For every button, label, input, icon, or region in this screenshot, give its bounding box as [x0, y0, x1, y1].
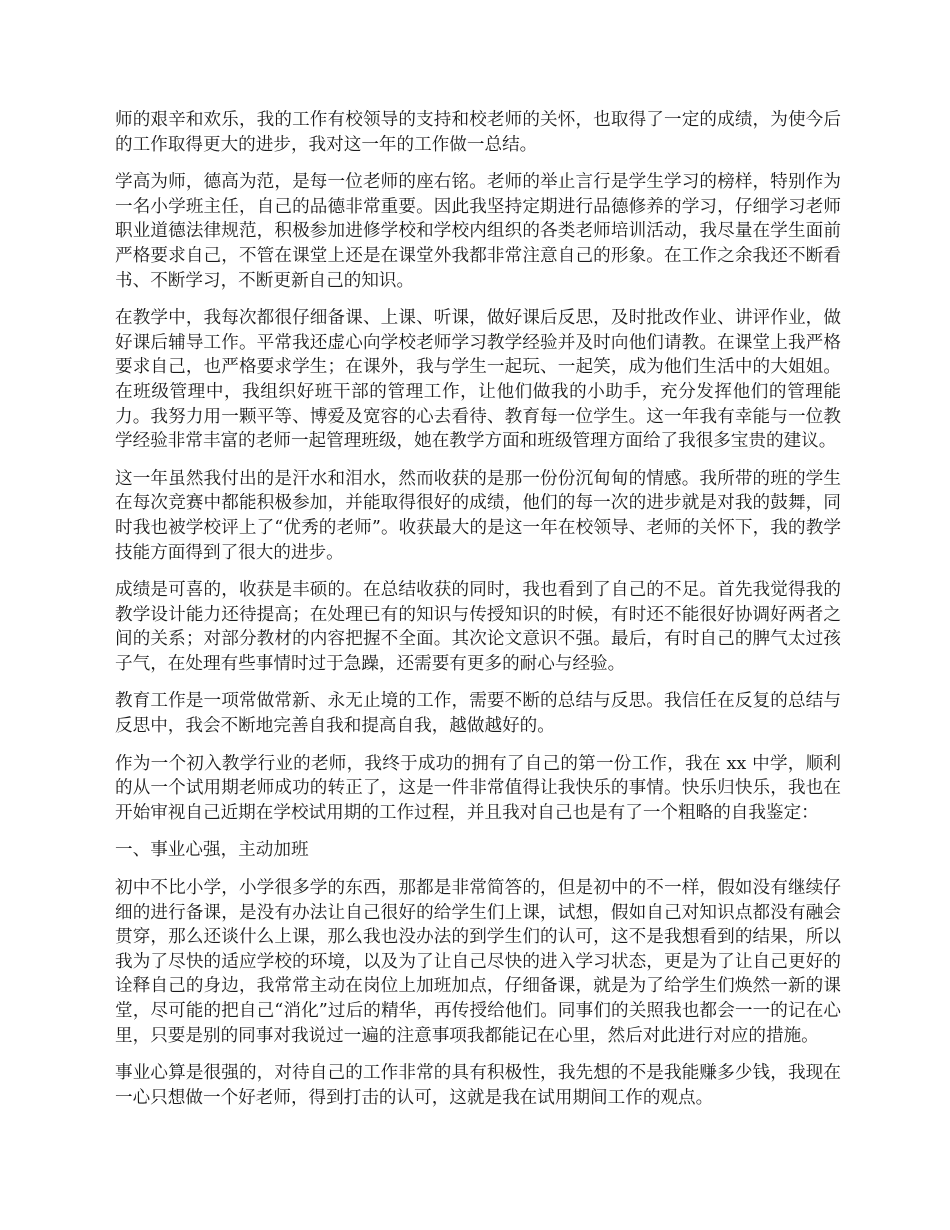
paragraph-1: 师的艰辛和欢乐，我的工作有校领导的支持和校老师的关怀，也取得了一定的成绩，为使今后的工作取得更大的进步，我对这一年的工作做一总结。 — [115, 110, 841, 155]
paragraph-2: 学高为师，德高为范，是每一位老师的座右铭。老师的举止言行是学生学习的榜样，特别作为一名小学班主任，自己的品德非常重要。因此我坚持定期进行品德修养的学习，仔细学习老师职业道德法律规范，积极参加进修学校和学校内组织的各类老师培训活动，我尽量在学生面前严格要求自己，不管在课堂上还是在课堂外我都非常注意自己的形象。在工作之余我还不断看书、不断学习，不断更新自己的知识。 — [115, 172, 841, 291]
section-heading: 一、事业心强，主动加班 — [115, 840, 309, 861]
paragraph-3: 在教学中，我每次都很仔细备课、上课、听课，做好课后反思，及时批改作业、讲评作业，做好课后辅导工作。平常我还虚心向学校老师学习教学经验并及时向他们请教。在课堂上我严格要求自己，也严格要求学生；在课外，我与学生一起玩、一起笑，成为他们生活中的大姐姐。在班级管理中，我组织好班干部的管理工作，让他们做我的小助手，充分发挥他们的管理能力。我努力用一颗平等、博爱及宽容的心去看待、教育每一位学生。这一年我有幸能与一位教学经验非常丰富的老师一起管理班级，她在教学方面和班级管理方面给了我很多宝贵的建议。 — [115, 308, 841, 452]
document-body — [115, 108, 841, 1123]
paragraph-8: 初中不比小学，小学很多学的东西，那都是非常简答的，但是初中的不一样，假如没有继续仔细的进行备课，是没有办法让自己很好的给学生们上课，试想，假如自己对知识点都没有融会贯穿，那么还谈什么上课，那么我也没办法的到学生们的认可，这不是我想看到的结果，所以我为了尽快的适应学校的环境，以及为了让自己尽快的进入学习状态，更是为了让自己更好的诠释自己的身边，我常常主动在岗位上加班加点，仔细备课，就是为了给学生们焕然一新的课堂，尽可能的把自己“消化”过后的精华，再传授给他们。同事们的关照我也都会一一的记在心里，只要是别的同事对我说过一遍的注意事项我都能记在心里，然后对此进行对应的措施。 — [115, 878, 841, 1046]
paragraph-4: 这一年虽然我付出的是汗水和泪水，然而收获的是那一份份沉甸甸的情感。我所带的班的学生在每次竞赛中都能积极参加，并能取得很好的成绩，他们的每一次的进步就是对我的鼓舞，同时我也被学校评上了“优秀的老师”。收获最大的是这一年在校领导、老师的关怀下，我的教学技能方面得到了很大的进步。 — [115, 468, 841, 563]
paragraph-6: 教育工作是一项常做常新、永无止境的工作，需要不断的总结与反思。我信任在反复的总结与反思中，我会不断地完善自我和提高自我，越做越好的。 — [115, 691, 841, 737]
paragraph-7: 作为一个初入教学行业的老师，我终于成功的拥有了自己的第一份工作，我在 xx 中学，顺利的从一个试用期老师成功的转正了，这是一件非常值得让我快乐的事情。快乐归快乐，我也在开始审视自己近期在学校试用期的工作过程，并且我对自己也是有了一个粗略的自我鉴定： — [115, 753, 841, 823]
paragraph-5: 成绩是可喜的，收获是丰硕的。在总结收获的同时，我也看到了自己的不足。首先我觉得我的教学设计能力还待提高；在处理已有的知识与传授知识的时候，有时还不能很好协调好两者之间的关系；对部分教材的内容把握不全面。其次论文意识不强。最后，有时自己的脾气太过孩子气，在处理有些事情时过于急躁，还需要有更多的耐心与经验。 — [115, 580, 841, 674]
paragraph-9: 事业心算是很强的，对待自己的工作非常的具有积极性，我先想的不是我能赚多少钱，我现在一心只想做一个好老师，得到打击的认可，这就是我在试用期间工作的观点。 — [115, 1063, 841, 1108]
